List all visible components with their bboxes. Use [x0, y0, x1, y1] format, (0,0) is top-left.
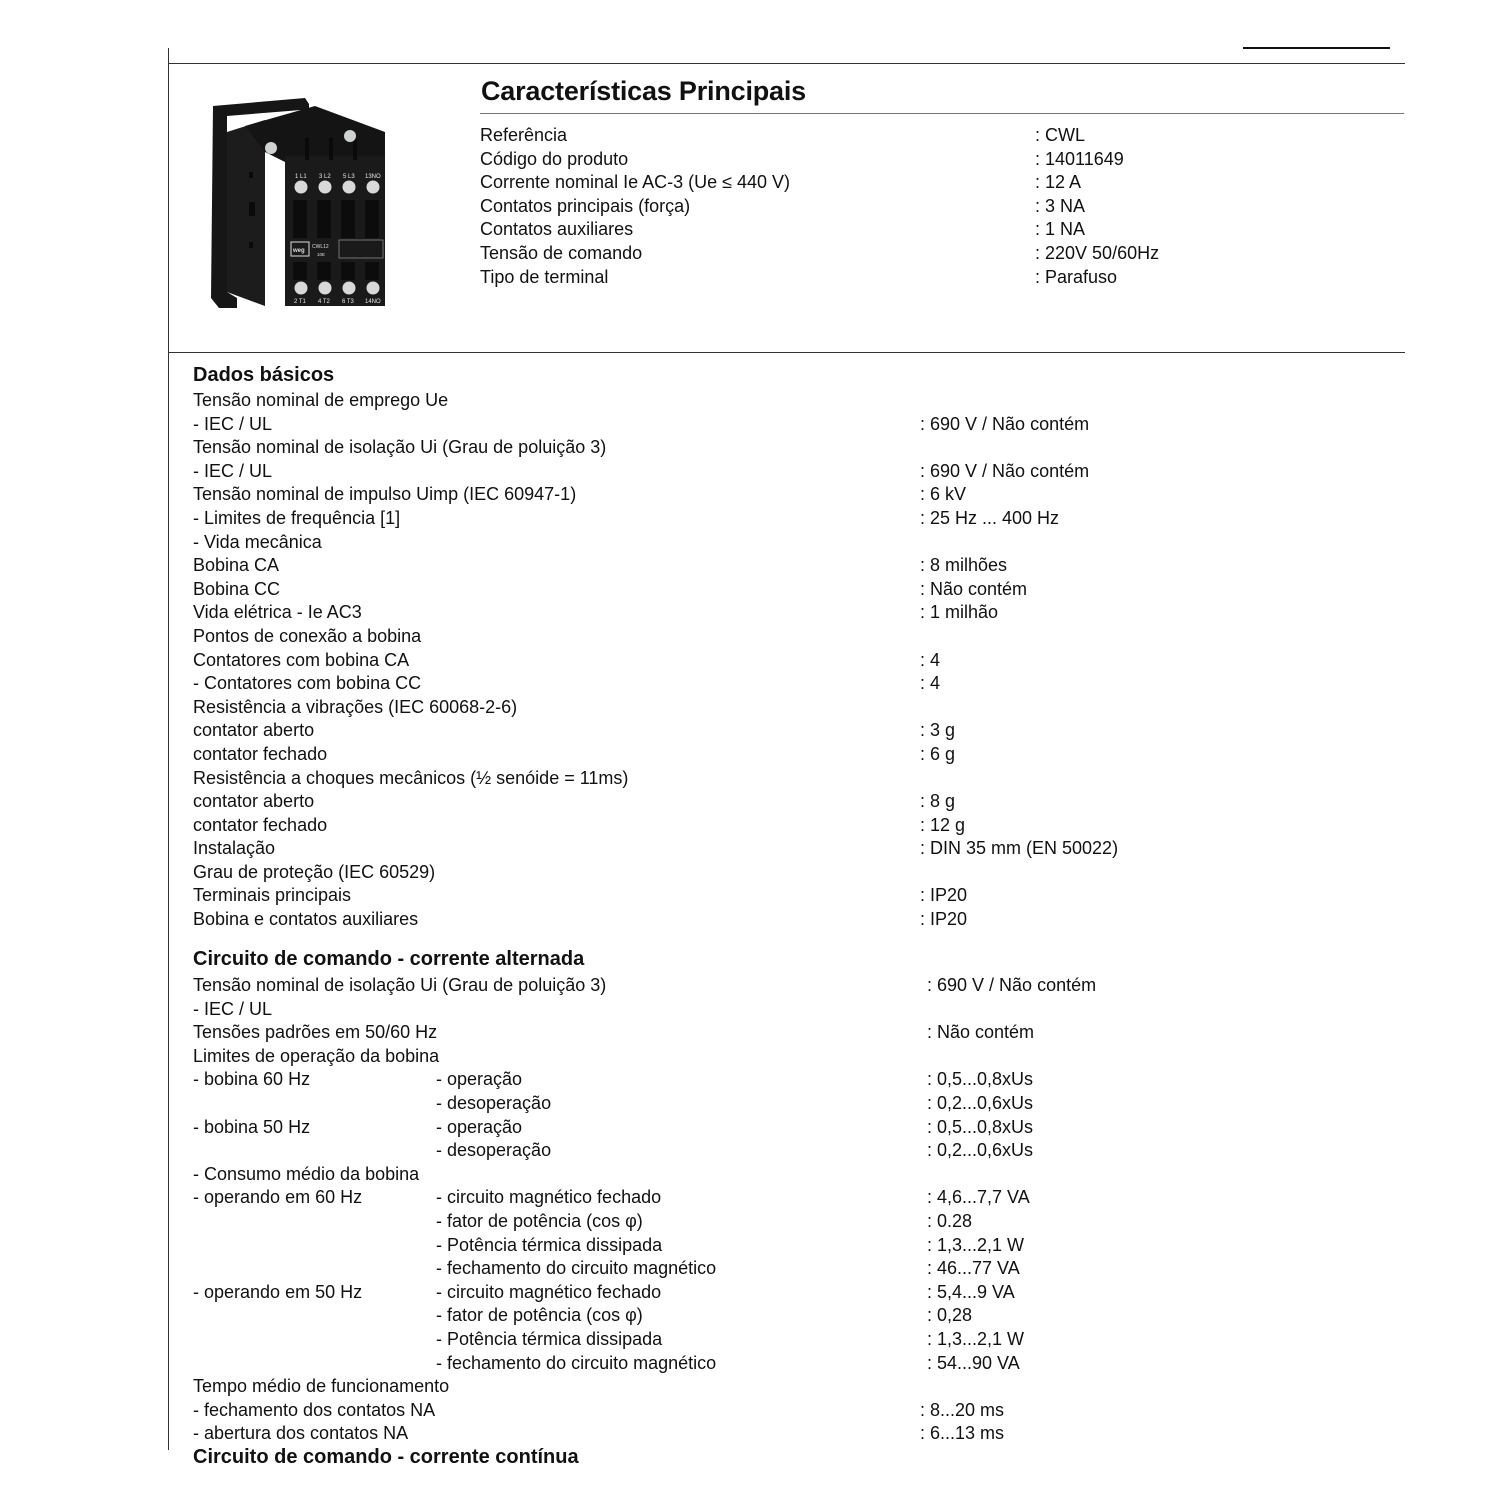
spec-row: [480, 124, 1400, 148]
spec-label: - Vida mecânica: [193, 531, 322, 552]
spec-sublabel: - desoperação: [436, 1140, 552, 1161]
svg-text:10E: 10E: [317, 252, 326, 257]
spec-label: Corrente nominal Ie AC-3 (Ue ≤ 440 V): [480, 172, 791, 193]
spec-row: [193, 1116, 1393, 1140]
spec-value: : 4: [920, 649, 941, 670]
spec-sublabel: - circuito magnético fechado: [436, 1281, 662, 1302]
spec-label: Tensão nominal de impulso Uimp (IEC 60947-1): [193, 484, 577, 505]
spec-label: - IEC / UL: [193, 998, 273, 1019]
spec-label: contator fechado: [193, 814, 328, 835]
spec-row: [193, 1186, 1393, 1210]
spec-value: : 0,5...0,8xUs: [927, 1069, 1034, 1090]
section-heading-cutoff: [193, 1446, 579, 1468]
spec-label: Bobina CC: [193, 578, 281, 599]
spec-row: [193, 578, 1393, 602]
spec-row: [193, 908, 1393, 932]
spec-sublabel: - fator de potência (cos φ): [436, 1210, 643, 1231]
spec-value: : DIN 35 mm (EN 50022): [920, 838, 1119, 859]
spec-label: Referência: [480, 125, 568, 145]
spec-row: [480, 148, 1400, 172]
spec-sublabel: - fechamento do circuito magnético: [436, 1258, 717, 1279]
spec-label: Tensão nominal de isolação Ui (Grau de poluição 3): [193, 975, 607, 995]
spec-label: Pontos de conexão a bobina: [193, 625, 422, 646]
spec-value: : 12 g: [920, 814, 966, 835]
spec-label: - IEC / UL: [193, 460, 273, 481]
spec-label: - Consumo médio da bobina: [193, 1163, 420, 1184]
spec-label: Instalação: [193, 838, 276, 859]
spec-row: [193, 1399, 1393, 1423]
spec-row: [193, 389, 1393, 413]
spec-row: [480, 242, 1400, 266]
spec-row: [193, 1068, 1393, 1092]
spec-value: : 0,2...0,6xUs: [927, 1140, 1034, 1161]
spec-value: : Não contém: [920, 578, 1028, 599]
spec-label: Resistência a choques mecânicos (½ senóide = 11ms): [193, 767, 629, 788]
spec-row: [193, 974, 1393, 998]
spec-value: : IP20: [920, 909, 968, 930]
main-specs: [480, 124, 1400, 289]
svg-text:14NO: 14NO: [365, 299, 381, 305]
spec-row: [193, 436, 1393, 460]
spec-label: Limites de operação da bobina: [193, 1045, 440, 1066]
spec-sublabel: - desoperação: [436, 1092, 552, 1113]
spec-row: [193, 1234, 1393, 1258]
spec-label: Tensão de comando: [480, 242, 643, 263]
spec-label: Tensão nominal de emprego Ue: [193, 390, 449, 410]
spec-label: Tipo de terminal: [480, 266, 609, 287]
spec-value: : 0.28: [927, 1210, 973, 1231]
spec-value: : 1 NA: [1035, 219, 1086, 240]
spec-value: : 0,28: [927, 1305, 973, 1326]
spec-value: : 6 kV: [920, 484, 967, 505]
spec-label: Bobina CA: [193, 555, 280, 576]
spec-label: contator aberto: [193, 791, 315, 812]
spec-sublabel: - Potência térmica dissipada: [436, 1234, 663, 1255]
section-heading-dados-basicos: Dados básicos: [193, 364, 335, 386]
spec-sublabel: - fator de potência (cos φ): [436, 1305, 643, 1326]
spec-value: : 3 g: [920, 720, 956, 741]
spec-value: : 54...90 VA: [927, 1352, 1020, 1373]
svg-text:4 T2: 4 T2: [318, 299, 330, 305]
spec-value: : 8...20 ms: [920, 1399, 1005, 1420]
dados-basicos-list: [193, 389, 1393, 932]
spec-row: [193, 998, 1393, 1022]
spec-row: [193, 1092, 1393, 1116]
spec-value: : 8 milhões: [920, 555, 1008, 576]
svg-text:CWL12: CWL12: [312, 244, 329, 250]
spec-value: : 690 V / Não contém: [920, 413, 1090, 434]
spec-row: [193, 696, 1393, 720]
spec-label: - bobina 60 Hz: [193, 1069, 311, 1090]
spec-row: [193, 413, 1393, 437]
spec-row: [193, 483, 1393, 507]
spec-row: [193, 1139, 1393, 1163]
spec-value: : 8 g: [920, 791, 956, 812]
spec-row: [193, 1021, 1393, 1045]
spec-row: [193, 790, 1393, 814]
top-divider: [169, 63, 1405, 64]
spec-row: [193, 649, 1393, 673]
spec-row: [193, 1328, 1393, 1352]
spec-sublabel: - operação: [436, 1069, 523, 1090]
spec-label: Contatos auxiliares: [480, 219, 634, 240]
spec-value: : 4,6...7,7 VA: [927, 1187, 1030, 1208]
svg-text:weg: weg: [293, 248, 305, 254]
spec-label: Código do produto: [480, 148, 629, 169]
spec-row: [193, 814, 1393, 838]
spec-label: Bobina e contatos auxiliares: [193, 909, 419, 930]
svg-text:3 L2: 3 L2: [319, 174, 331, 180]
spec-row: [193, 1257, 1393, 1281]
spec-label: - IEC / UL: [193, 413, 273, 434]
spec-row: [193, 1352, 1393, 1376]
spec-row: [193, 672, 1393, 696]
spec-value: : 690 V / Não contém: [920, 460, 1090, 481]
spec-row: [193, 1422, 1393, 1446]
spec-value: : IP20: [920, 885, 968, 906]
svg-text:13NO: 13NO: [365, 174, 381, 180]
spec-value: : 4: [920, 673, 941, 694]
spec-row: [193, 1210, 1393, 1234]
spec-value: : 0,5...0,8xUs: [927, 1116, 1034, 1137]
svg-text:1 L1: 1 L1: [295, 174, 307, 180]
spec-row: [193, 884, 1393, 908]
svg-text:2 T1: 2 T1: [294, 299, 306, 305]
spec-label: - bobina 50 Hz: [193, 1116, 311, 1137]
spec-label: contator aberto: [193, 720, 315, 741]
spec-label: - Limites de frequência [1]: [193, 507, 401, 528]
spec-row: [193, 1304, 1393, 1328]
spec-value: : 220V 50/60Hz: [1035, 242, 1160, 263]
main-title: Características Principais: [481, 76, 806, 106]
spec-row: [193, 743, 1393, 767]
spec-row: [193, 625, 1393, 649]
spec-row: [193, 554, 1393, 578]
spec-row: [193, 719, 1393, 743]
page-left-border: [168, 48, 169, 1450]
spec-sublabel: - circuito magnético fechado: [436, 1187, 662, 1208]
svg-text:6 T3: 6 T3: [342, 299, 354, 305]
spec-value: : 1 milhão: [920, 602, 999, 623]
spec-value: : 12 A: [1035, 172, 1082, 193]
spec-row: [193, 1281, 1393, 1305]
spec-row: [193, 1163, 1393, 1187]
spec-label: Contatores com bobina CA: [193, 649, 410, 670]
spec-row: [193, 837, 1393, 861]
spec-label: Resistência a vibrações (IEC 60068-2-6): [193, 696, 518, 717]
product-image: [205, 92, 395, 312]
spec-sublabel: - operação: [436, 1116, 523, 1137]
spec-row: [193, 601, 1393, 625]
spec-label: Tempo médio de funcionamento: [193, 1376, 450, 1397]
header-short-rule: [1243, 47, 1390, 49]
spec-row: [193, 531, 1393, 555]
spec-row: [193, 460, 1393, 484]
spec-label: - Contatores com bobina CC: [193, 673, 422, 694]
spec-value: : 5,4...9 VA: [927, 1281, 1015, 1302]
spec-value: : 1,3...2,1 W: [927, 1234, 1025, 1255]
spec-row: [480, 195, 1400, 219]
spec-row: [193, 767, 1393, 791]
section-divider: [169, 352, 1405, 353]
spec-label: contator fechado: [193, 743, 328, 764]
spec-value: : 1,3...2,1 W: [927, 1328, 1025, 1349]
spec-label: Contatos principais (força): [480, 195, 691, 216]
spec-label: Grau de proteção (IEC 60529): [193, 861, 436, 882]
spec-value: : 3 NA: [1035, 195, 1086, 216]
spec-row: [193, 861, 1393, 885]
spec-row: [193, 1045, 1393, 1069]
spec-value: : 46...77 VA: [927, 1258, 1020, 1279]
spec-value: : 6 g: [920, 743, 956, 764]
circuito-ca-list: [193, 974, 1393, 1446]
svg-text:5 L3: 5 L3: [343, 174, 355, 180]
spec-label: Tensão nominal de isolação Ui (Grau de poluição 3): [193, 437, 607, 458]
spec-row: [480, 266, 1400, 290]
spec-value: : CWL: [1035, 125, 1086, 145]
spec-value: : Não contém: [927, 1022, 1035, 1043]
cutoff-heading-text: Circuito de comando - corrente contínua: [193, 1446, 579, 1468]
spec-label: - operando em 60 Hz: [193, 1187, 363, 1208]
spec-row: [193, 507, 1393, 531]
spec-value: : 690 V / Não contém: [927, 975, 1097, 995]
spec-label: - operando em 50 Hz: [193, 1281, 363, 1302]
spec-value: : Parafuso: [1035, 266, 1118, 287]
spec-row: [193, 1375, 1393, 1399]
spec-label: - fechamento dos contatos NA: [193, 1399, 436, 1420]
spec-value: : 14011649: [1035, 148, 1124, 169]
title-underline: [480, 113, 1404, 114]
spec-label: Vida elétrica - Ie AC3: [193, 602, 362, 623]
section-heading-circuito-ca: Circuito de comando - corrente alternada: [193, 948, 585, 970]
spec-row: [480, 218, 1400, 242]
spec-row: [480, 171, 1400, 195]
spec-value: : 25 Hz ... 400 Hz: [920, 507, 1060, 528]
spec-sublabel: - fechamento do circuito magnético: [436, 1352, 717, 1373]
spec-value: : 6...13 ms: [920, 1423, 1005, 1444]
spec-label: - abertura dos contatos NA: [193, 1423, 409, 1444]
spec-label: Terminais principais: [193, 885, 352, 906]
spec-sublabel: - Potência térmica dissipada: [436, 1328, 663, 1349]
spec-value: : 0,2...0,6xUs: [927, 1092, 1034, 1113]
spec-label: Tensões padrões em 50/60 Hz: [193, 1022, 438, 1043]
